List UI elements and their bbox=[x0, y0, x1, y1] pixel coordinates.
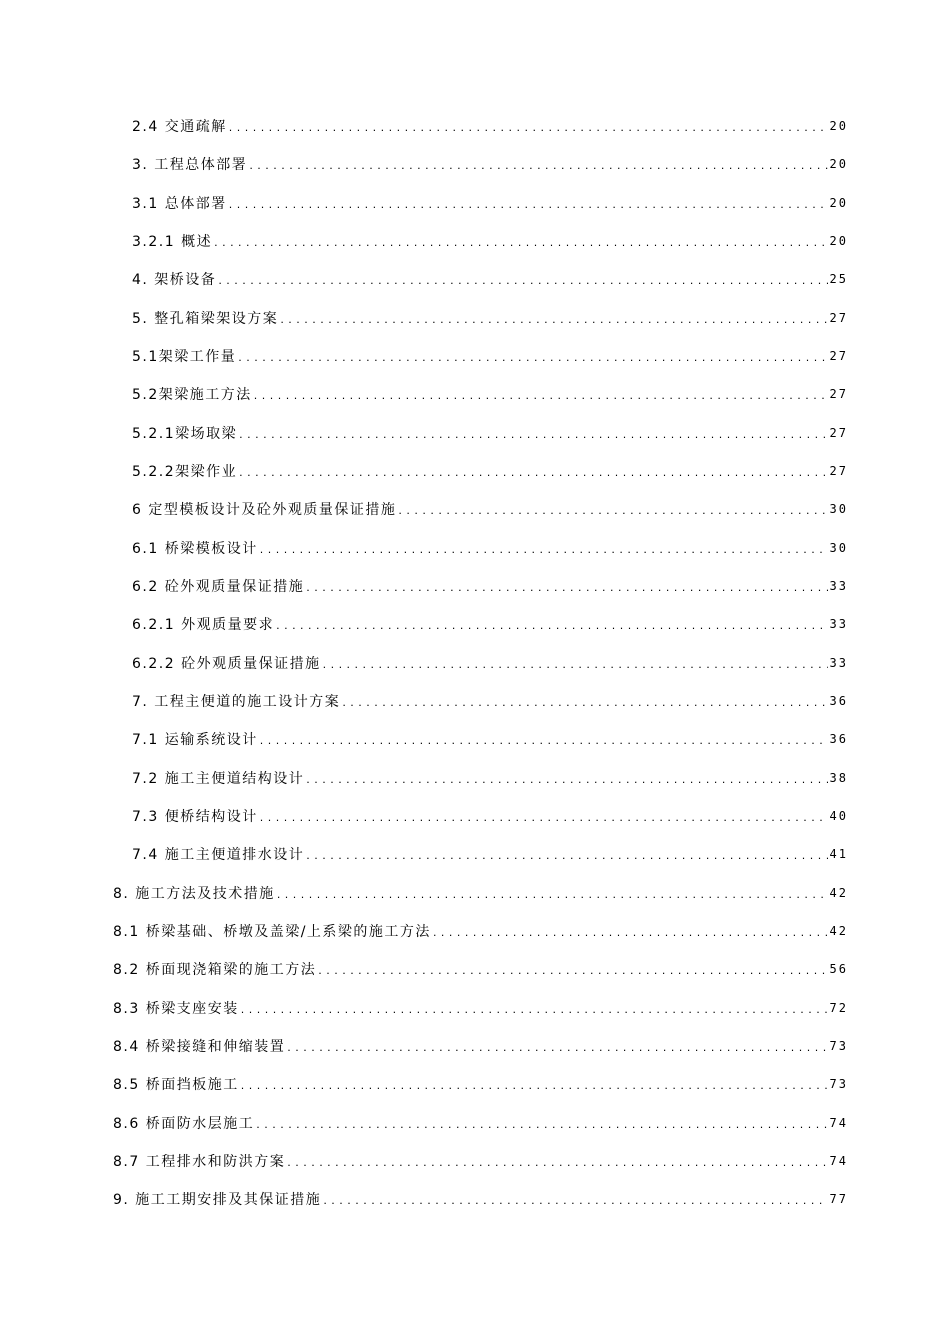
toc-dot-leader bbox=[323, 1194, 827, 1208]
toc-entry[interactable] bbox=[0, 989, 848, 1027]
toc-dot-leader bbox=[276, 619, 827, 633]
toc-dot-leader bbox=[280, 313, 827, 327]
toc-entry[interactable] bbox=[0, 299, 848, 337]
table-of-contents bbox=[0, 107, 950, 1219]
toc-entry-title: 2.4 交通疏解 bbox=[132, 119, 227, 136]
toc-entry[interactable] bbox=[0, 797, 848, 835]
toc-entry-title: 9. 施工工期安排及其保证措施 bbox=[113, 1192, 322, 1209]
toc-entry-title: 4. 架桥设备 bbox=[132, 272, 217, 289]
toc-entry-page-number: 36 bbox=[829, 732, 848, 747]
toc-entry-title: 8.3 桥梁支座安装 bbox=[113, 1000, 239, 1017]
toc-entry-title: 5.1架梁工作量 bbox=[132, 349, 237, 366]
toc-entry-title: 3.1 总体部署 bbox=[132, 195, 227, 212]
toc-dot-leader bbox=[241, 1003, 828, 1017]
toc-dot-leader bbox=[342, 696, 827, 710]
toc-dot-leader bbox=[256, 1118, 827, 1132]
toc-entry-page-number: 25 bbox=[829, 272, 848, 287]
toc-dot-leader bbox=[214, 236, 827, 250]
toc-entry[interactable] bbox=[0, 644, 848, 682]
toc-dot-leader bbox=[306, 773, 827, 787]
toc-dot-leader bbox=[239, 428, 827, 442]
toc-entry-title: 7.4 施工主便道排水设计 bbox=[132, 847, 305, 864]
toc-dot-leader bbox=[241, 1079, 828, 1093]
toc-entry-page-number: 27 bbox=[829, 387, 848, 402]
toc-entry-page-number: 73 bbox=[829, 1077, 848, 1092]
toc-entry-page-number: 40 bbox=[829, 809, 848, 824]
toc-dot-leader bbox=[398, 504, 827, 518]
toc-entry-title: 8. 施工方法及技术措施 bbox=[113, 885, 275, 902]
toc-entry[interactable] bbox=[0, 452, 848, 490]
toc-entry-page-number: 72 bbox=[829, 1000, 848, 1015]
toc-dot-leader bbox=[260, 734, 828, 748]
toc-entry[interactable] bbox=[0, 720, 848, 758]
toc-entry-page-number: 33 bbox=[829, 655, 848, 670]
toc-entry[interactable] bbox=[0, 1180, 848, 1218]
toc-entry-title: 5.2.2架梁作业 bbox=[132, 464, 238, 481]
toc-entry-page-number: 20 bbox=[829, 234, 848, 249]
toc-entry-page-number: 41 bbox=[829, 847, 848, 862]
toc-entry-page-number: 20 bbox=[829, 119, 848, 134]
toc-entry-page-number: 77 bbox=[829, 1192, 848, 1207]
toc-entry[interactable] bbox=[0, 260, 848, 298]
toc-entry-title: 8.1 桥梁基础、桥墩及盖梁/上系梁的施工方法 bbox=[113, 924, 431, 941]
toc-entry[interactable] bbox=[0, 1065, 848, 1103]
toc-dot-leader bbox=[287, 1041, 827, 1055]
toc-entry-title: 7. 工程主便道的施工设计方案 bbox=[132, 694, 341, 711]
toc-entry-page-number: 33 bbox=[829, 579, 848, 594]
toc-dot-leader bbox=[318, 964, 827, 978]
toc-entry-title: 7.1 运输系统设计 bbox=[132, 732, 258, 749]
toc-entry[interactable] bbox=[0, 222, 848, 260]
toc-entry-title: 5. 整孔箱梁架设方案 bbox=[132, 310, 279, 327]
toc-dot-leader bbox=[260, 811, 828, 825]
toc-entry[interactable] bbox=[0, 567, 848, 605]
toc-entry[interactable] bbox=[0, 184, 848, 222]
toc-entry[interactable] bbox=[0, 759, 848, 797]
toc-entry-page-number: 74 bbox=[829, 1154, 848, 1169]
toc-entry-title: 5.2.1梁场取梁 bbox=[132, 425, 238, 442]
toc-entry[interactable] bbox=[0, 1104, 848, 1142]
toc-entry-title: 6.2.2 砼外观质量保证措施 bbox=[132, 655, 321, 672]
toc-entry-title: 3. 工程总体部署 bbox=[132, 157, 248, 174]
toc-dot-leader bbox=[229, 121, 828, 135]
toc-entry-title: 8.4 桥梁接缝和伸缩装置 bbox=[113, 1039, 286, 1056]
toc-entry-page-number: 56 bbox=[829, 962, 848, 977]
toc-entry-title: 5.2架梁施工方法 bbox=[132, 387, 252, 404]
toc-entry-title: 6 定型模板设计及砼外观质量保证措施 bbox=[132, 502, 397, 519]
toc-entry[interactable] bbox=[0, 950, 848, 988]
toc-entry-page-number: 27 bbox=[829, 464, 848, 479]
toc-entry-page-number: 30 bbox=[829, 540, 848, 555]
toc-entry[interactable] bbox=[0, 835, 848, 873]
toc-dot-leader bbox=[218, 274, 827, 288]
toc-entry[interactable] bbox=[0, 490, 848, 528]
toc-entry[interactable] bbox=[0, 414, 848, 452]
toc-entry-page-number: 42 bbox=[829, 924, 848, 939]
toc-entry-title: 8.6 桥面防水层施工 bbox=[113, 1115, 255, 1132]
toc-dot-leader bbox=[249, 159, 827, 173]
toc-entry[interactable] bbox=[0, 375, 848, 413]
toc-entry-page-number: 73 bbox=[829, 1039, 848, 1054]
toc-entry-title: 6.2.1 外观质量要求 bbox=[132, 617, 275, 634]
toc-dot-leader bbox=[229, 198, 828, 212]
toc-entry[interactable] bbox=[0, 529, 848, 567]
toc-entry-page-number: 33 bbox=[829, 617, 848, 632]
toc-entry-title: 6.1 桥梁模板设计 bbox=[132, 540, 258, 557]
toc-dot-leader bbox=[238, 351, 827, 365]
toc-entry[interactable] bbox=[0, 682, 848, 720]
toc-entry-title: 7.3 便桥结构设计 bbox=[132, 809, 258, 826]
toc-dot-leader bbox=[323, 658, 828, 672]
toc-dot-leader bbox=[277, 888, 828, 902]
toc-dot-leader bbox=[239, 466, 827, 480]
toc-entry[interactable] bbox=[0, 145, 848, 183]
toc-dot-leader bbox=[254, 389, 828, 403]
toc-entry-page-number: 36 bbox=[829, 694, 848, 709]
toc-entry-page-number: 74 bbox=[829, 1115, 848, 1130]
toc-dot-leader bbox=[306, 849, 827, 863]
toc-entry-page-number: 27 bbox=[829, 310, 848, 325]
toc-entry[interactable] bbox=[0, 337, 848, 375]
toc-dot-leader bbox=[260, 543, 828, 557]
toc-entry-page-number: 42 bbox=[829, 885, 848, 900]
toc-entry[interactable] bbox=[0, 1027, 848, 1065]
toc-entry-title: 6.2 砼外观质量保证措施 bbox=[132, 579, 305, 596]
toc-dot-leader bbox=[306, 581, 827, 595]
toc-entry-title: 7.2 施工主便道结构设计 bbox=[132, 770, 305, 787]
toc-entry-page-number: 20 bbox=[829, 195, 848, 210]
toc-entry-page-number: 20 bbox=[829, 157, 848, 172]
toc-entry[interactable] bbox=[0, 874, 848, 912]
toc-entry-title: 3.2.1 概述 bbox=[132, 234, 213, 251]
toc-entry-title: 8.2 桥面现浇箱梁的施工方法 bbox=[113, 962, 317, 979]
toc-entry[interactable] bbox=[0, 1142, 848, 1180]
toc-dot-leader bbox=[433, 926, 828, 940]
toc-entry-page-number: 27 bbox=[829, 349, 848, 364]
toc-entry[interactable] bbox=[0, 605, 848, 643]
toc-entry-title: 8.5 桥面挡板施工 bbox=[113, 1077, 239, 1094]
toc-entry-page-number: 38 bbox=[829, 770, 848, 785]
toc-entry[interactable] bbox=[0, 912, 848, 950]
toc-entry[interactable] bbox=[0, 107, 848, 145]
toc-entry-page-number: 27 bbox=[829, 425, 848, 440]
toc-entry-title: 8.7 工程排水和防洪方案 bbox=[113, 1154, 286, 1171]
toc-dot-leader bbox=[287, 1156, 827, 1170]
toc-entry-page-number: 30 bbox=[829, 502, 848, 517]
